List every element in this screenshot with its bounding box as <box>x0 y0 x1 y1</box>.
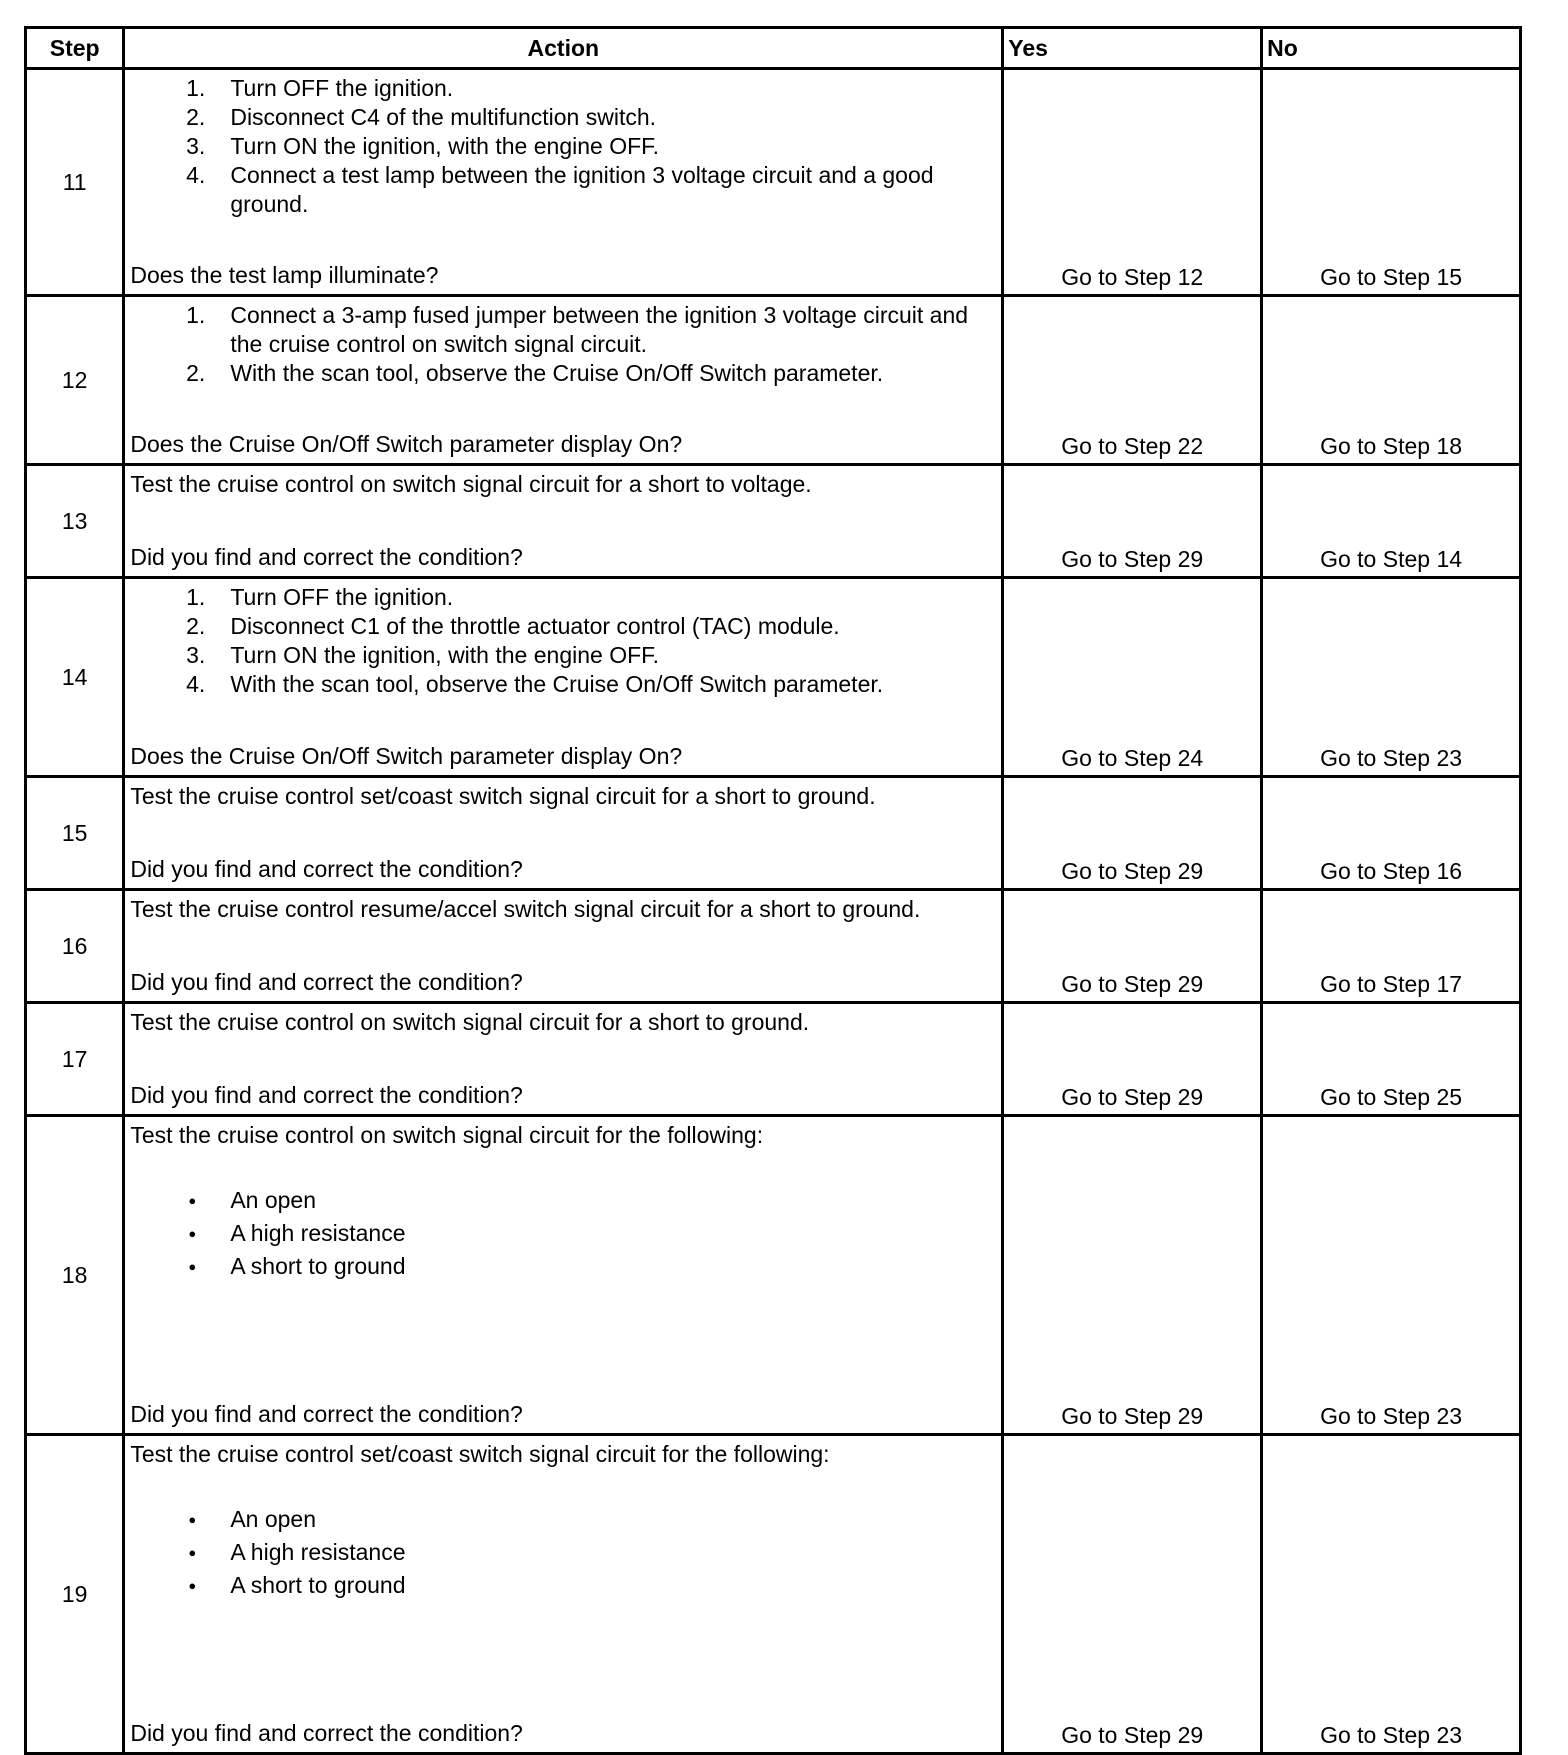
numbered-item <box>130 103 995 132</box>
action-cell <box>124 1435 1003 1754</box>
item-text: Turn OFF the ignition. <box>230 584 454 610</box>
item-number: 1. <box>186 75 206 101</box>
no-result: Go to Step 18 <box>1262 296 1521 465</box>
item-text: Connect a 3-amp fused jumper between the ignition 3 voltage circuit and the cruise control on switch signal circuit. <box>230 302 969 357</box>
action-instructions <box>130 583 995 699</box>
header-yes: Yes <box>1003 28 1262 69</box>
action-cell <box>124 465 1003 578</box>
action-content <box>130 1008 995 1110</box>
action-content <box>130 1121 995 1429</box>
numbered-item <box>130 161 995 219</box>
item-number: 1. <box>186 584 206 610</box>
action-question: Did you find and correct the condition? <box>130 969 523 995</box>
table-row <box>26 890 1521 1003</box>
bullet-text: An open <box>230 1506 317 1532</box>
action-intro: Test the cruise control on switch signal circuit for a short to voltage. <box>130 471 812 497</box>
action-instructions <box>130 470 995 499</box>
action-instructions <box>130 1008 995 1037</box>
yes-result: Go to Step 24 <box>1003 578 1262 777</box>
diagnostic-steps-table <box>24 26 1522 1755</box>
step-number: 16 <box>26 890 124 1003</box>
action-content <box>130 74 995 290</box>
step-number: 18 <box>26 1116 124 1435</box>
table-header-row <box>26 28 1521 69</box>
bullet-item <box>130 1219 995 1248</box>
item-number: 1. <box>186 302 206 328</box>
item-number: 3. <box>186 642 206 668</box>
no-result: Go to Step 16 <box>1262 777 1521 890</box>
bullet-list <box>130 1505 995 1600</box>
action-question: Did you find and correct the condition? <box>130 1082 523 1108</box>
item-text: With the scan tool, observe the Cruise On/Off Switch parameter. <box>230 671 884 697</box>
bullet-item <box>130 1186 995 1215</box>
table-row <box>26 777 1521 890</box>
item-text: Turn ON the ignition, with the engine OFF. <box>230 133 660 159</box>
item-text: Disconnect C1 of the throttle actuator control (TAC) module. <box>230 613 840 639</box>
no-result: Go to Step 25 <box>1262 1003 1521 1116</box>
action-instructions <box>130 1121 995 1285</box>
table-row <box>26 578 1521 777</box>
action-content <box>130 895 995 997</box>
item-number: 2. <box>186 360 206 386</box>
bullet-icon: ● <box>188 1512 197 1527</box>
item-number: 2. <box>186 104 206 130</box>
item-text: Turn OFF the ignition. <box>230 75 454 101</box>
action-cell <box>124 578 1003 777</box>
numbered-item <box>130 670 995 699</box>
action-content <box>130 583 995 771</box>
numbered-item <box>130 359 995 388</box>
bullet-text: A high resistance <box>230 1220 406 1246</box>
numbered-item <box>130 641 995 670</box>
yes-result: Go to Step 29 <box>1003 1003 1262 1116</box>
item-number: 4. <box>186 162 206 188</box>
action-question: Does the Cruise On/Off Switch parameter display On? <box>130 431 683 457</box>
item-text: Turn ON the ignition, with the engine OFF. <box>230 642 660 668</box>
yes-result: Go to Step 29 <box>1003 1116 1262 1435</box>
item-number: 4. <box>186 671 206 697</box>
numbered-item <box>130 583 995 612</box>
bullet-item <box>130 1571 995 1600</box>
table-row <box>26 1003 1521 1116</box>
no-result: Go to Step 23 <box>1262 1116 1521 1435</box>
header-action: Action <box>124 28 1003 69</box>
yes-result: Go to Step 29 <box>1003 1435 1262 1754</box>
diagnostic-table-document <box>24 26 1522 1748</box>
action-instructions <box>130 1440 995 1604</box>
bullet-icon: ● <box>188 1259 197 1274</box>
action-intro: Test the cruise control set/coast switch signal circuit for a short to ground. <box>130 783 876 809</box>
action-question: Does the test lamp illuminate? <box>130 262 439 288</box>
action-content <box>130 470 995 572</box>
step-number: 13 <box>26 465 124 578</box>
action-question: Did you find and correct the condition? <box>130 1720 523 1746</box>
action-instructions <box>130 301 995 388</box>
no-result: Go to Step 15 <box>1262 69 1521 296</box>
no-result: Go to Step 14 <box>1262 465 1521 578</box>
step-number: 12 <box>26 296 124 465</box>
action-question: Does the Cruise On/Off Switch parameter display On? <box>130 743 683 769</box>
action-instructions <box>130 74 995 219</box>
table-row <box>26 1116 1521 1435</box>
header-no: No <box>1262 28 1521 69</box>
table-row <box>26 69 1521 296</box>
action-question: Did you find and correct the condition? <box>130 1401 523 1427</box>
action-cell <box>124 69 1003 296</box>
item-text: Connect a test lamp between the ignition 3 voltage circuit and a good ground. <box>230 162 934 217</box>
bullet-icon: ● <box>188 1545 197 1560</box>
yes-result: Go to Step 12 <box>1003 69 1262 296</box>
action-question: Did you find and correct the condition? <box>130 856 523 882</box>
bullet-item <box>130 1505 995 1534</box>
table-row <box>26 296 1521 465</box>
action-instructions <box>130 782 995 811</box>
no-result: Go to Step 23 <box>1262 578 1521 777</box>
header-step: Step <box>26 28 124 69</box>
action-intro: Test the cruise control on switch signal circuit for a short to ground. <box>130 1009 810 1035</box>
action-intro: Test the cruise control on switch signal circuit for the following: <box>130 1122 764 1148</box>
bullet-icon: ● <box>188 1193 197 1208</box>
item-number: 3. <box>186 133 206 159</box>
action-content <box>130 782 995 884</box>
bullet-icon: ● <box>188 1226 197 1241</box>
bullet-item <box>130 1538 995 1567</box>
bullet-list <box>130 1186 995 1281</box>
yes-result: Go to Step 29 <box>1003 465 1262 578</box>
item-number: 2. <box>186 613 206 639</box>
numbered-item <box>130 612 995 641</box>
bullet-item <box>130 1252 995 1281</box>
action-intro: Test the cruise control set/coast switch signal circuit for the following: <box>130 1441 830 1467</box>
action-cell <box>124 890 1003 1003</box>
action-cell <box>124 296 1003 465</box>
step-number: 17 <box>26 1003 124 1116</box>
step-number: 14 <box>26 578 124 777</box>
table-row <box>26 465 1521 578</box>
action-content <box>130 301 995 459</box>
yes-result: Go to Step 29 <box>1003 890 1262 1003</box>
action-instructions <box>130 895 995 924</box>
bullet-text: An open <box>230 1187 317 1213</box>
step-number: 15 <box>26 777 124 890</box>
table-body <box>26 69 1521 1754</box>
table-row <box>26 1435 1521 1754</box>
item-text: Disconnect C4 of the multifunction switch. <box>230 104 657 130</box>
action-intro: Test the cruise control resume/accel switch signal circuit for a short to ground. <box>130 896 921 922</box>
bullet-text: A short to ground <box>230 1253 406 1279</box>
action-cell <box>124 1003 1003 1116</box>
step-number: 11 <box>26 69 124 296</box>
numbered-item <box>130 301 995 359</box>
numbered-item <box>130 132 995 161</box>
bullet-text: A high resistance <box>230 1539 406 1565</box>
action-content <box>130 1440 995 1748</box>
bullet-icon: ● <box>188 1578 197 1593</box>
step-number: 19 <box>26 1435 124 1754</box>
action-question: Did you find and correct the condition? <box>130 544 523 570</box>
yes-result: Go to Step 22 <box>1003 296 1262 465</box>
bullet-text: A short to ground <box>230 1572 406 1598</box>
item-text: With the scan tool, observe the Cruise On/Off Switch parameter. <box>230 360 884 386</box>
yes-result: Go to Step 29 <box>1003 777 1262 890</box>
numbered-item <box>130 74 995 103</box>
action-cell <box>124 1116 1003 1435</box>
action-cell <box>124 777 1003 890</box>
no-result: Go to Step 17 <box>1262 890 1521 1003</box>
no-result: Go to Step 23 <box>1262 1435 1521 1754</box>
